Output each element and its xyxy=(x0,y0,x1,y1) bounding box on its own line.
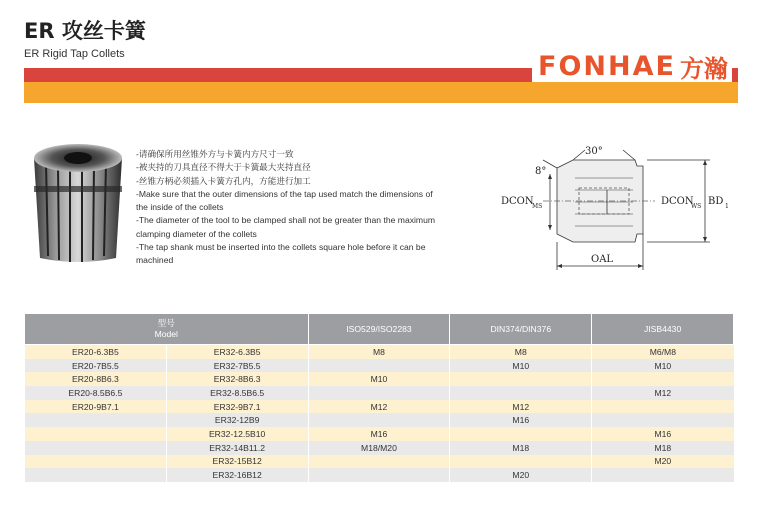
cell-jis: M16 xyxy=(592,427,734,441)
cell-jis xyxy=(592,372,734,386)
cell-jis xyxy=(592,468,734,482)
cell-iso: M18/M20 xyxy=(308,441,450,455)
cell-iso: M10 xyxy=(308,372,450,386)
collet-technical-drawing xyxy=(495,138,735,278)
cell-er20 xyxy=(25,441,167,455)
note-line: clamping diameter of the collets xyxy=(136,228,257,239)
cell-din: M8 xyxy=(450,345,592,359)
header-jis: JISB4430 xyxy=(592,314,734,345)
note-line: -丝锥方柄必须插入卡簧方孔内，方能进行加工 xyxy=(136,175,311,186)
bd-label: BD xyxy=(708,196,724,207)
cell-er20: ER20-6.3B5 xyxy=(25,345,167,359)
cell-er32: ER32-15B12 xyxy=(166,455,308,469)
cell-jis: M10 xyxy=(592,359,734,373)
dcon-ws-label: DCON xyxy=(661,196,694,207)
table-row xyxy=(25,386,734,400)
cell-din: M18 xyxy=(450,441,592,455)
cell-din xyxy=(450,455,592,469)
note-line: the inside of the collets xyxy=(136,202,224,213)
cell-iso xyxy=(308,455,450,469)
brand-logo xyxy=(532,50,732,82)
table-row xyxy=(25,359,734,373)
cell-er32: ER32-16B12 xyxy=(166,468,308,482)
page-subtitle: ER Rigid Tap Collets xyxy=(24,48,125,60)
usage-notes xyxy=(136,148,466,268)
cell-jis: M12 xyxy=(592,386,734,400)
table-row xyxy=(25,372,734,386)
cell-din: M20 xyxy=(450,468,592,482)
cell-er32: ER32-6.3B5 xyxy=(166,345,308,359)
note-line: -The diameter of the tool to be clamped shall not be greater than the maximum xyxy=(136,215,436,226)
dcon-ws-subscript: WS xyxy=(691,203,702,210)
cell-er20: ER20-9B7.1 xyxy=(25,400,167,414)
note-line: -Make sure that the outer dimensions of the tap used match the dimensions of xyxy=(136,188,433,199)
table-row xyxy=(25,413,734,427)
angle-top-label: 30° xyxy=(585,146,603,157)
cell-er20: ER20-7B5.5 xyxy=(25,359,167,373)
page-title: ER 攻丝卡簧 xyxy=(24,19,146,43)
cell-iso: M8 xyxy=(308,345,450,359)
cell-iso xyxy=(308,468,450,482)
cell-din: M10 xyxy=(450,359,592,373)
table-row xyxy=(25,427,734,441)
cell-din xyxy=(450,372,592,386)
table-row xyxy=(25,468,734,482)
cell-er32: ER32-9B7.1 xyxy=(166,400,308,414)
table-header-row xyxy=(25,314,734,345)
cell-er32: ER32-12B9 xyxy=(166,413,308,427)
cell-iso: M16 xyxy=(308,427,450,441)
angle-left-label: 8° xyxy=(535,166,547,177)
cell-er32: ER32-14B11.2 xyxy=(166,441,308,455)
header-model-cn: 型号 xyxy=(157,318,175,328)
dcon-ms-subscript: MS xyxy=(532,203,543,210)
dcon-ms-label: DCON xyxy=(501,196,534,207)
cell-er32: ER32-8.5B6.5 xyxy=(166,386,308,400)
cell-er32: ER32-8B6.3 xyxy=(166,372,308,386)
header-model xyxy=(25,314,309,345)
table-row xyxy=(25,400,734,414)
cell-din: M12 xyxy=(450,400,592,414)
cell-er20 xyxy=(25,455,167,469)
header-orange-band xyxy=(24,82,738,103)
oal-label: OAL xyxy=(591,254,614,265)
cell-jis: M18 xyxy=(592,441,734,455)
cell-er20: ER20-8.5B6.5 xyxy=(25,386,167,400)
cell-er20 xyxy=(25,468,167,482)
cell-din xyxy=(450,427,592,441)
note-line: machined xyxy=(136,255,174,266)
table-row xyxy=(25,441,734,455)
note-line: -请确保所用丝锥外方与卡簧内方尺寸一致 xyxy=(136,149,294,159)
cell-er20 xyxy=(25,413,167,427)
header-model-en: Model xyxy=(154,329,178,339)
cell-iso xyxy=(308,359,450,373)
logo-text-en: FONHAE xyxy=(538,50,676,82)
collet-spec-table xyxy=(24,313,734,482)
header-iso: ISO529/ISO2283 xyxy=(308,314,450,345)
cell-er20 xyxy=(25,427,167,441)
cell-din: M16 xyxy=(450,413,592,427)
table-row xyxy=(25,345,734,359)
note-line: -The tap shank must be inserted into the collets square hole before it can be xyxy=(136,242,426,253)
cell-er32: ER32-12.5B10 xyxy=(166,427,308,441)
table-row xyxy=(25,455,734,469)
note-line: -被夹持的刀具直径不得大于卡簧最大夹持直径 xyxy=(136,162,311,173)
logo-text-cn: 方瀚 xyxy=(679,54,728,83)
cell-jis: M6/M8 xyxy=(592,345,734,359)
collet-photo xyxy=(24,136,132,268)
bd-subscript: 1 xyxy=(725,203,729,210)
cell-iso: M12 xyxy=(308,400,450,414)
cell-iso xyxy=(308,386,450,400)
cell-jis xyxy=(592,400,734,414)
header-din: DIN374/DIN376 xyxy=(450,314,592,345)
cell-jis xyxy=(592,413,734,427)
cell-er32: ER32-7B5.5 xyxy=(166,359,308,373)
cell-er20: ER20-8B6.3 xyxy=(25,372,167,386)
cell-jis: M20 xyxy=(592,455,734,469)
cell-din xyxy=(450,386,592,400)
cell-iso xyxy=(308,413,450,427)
